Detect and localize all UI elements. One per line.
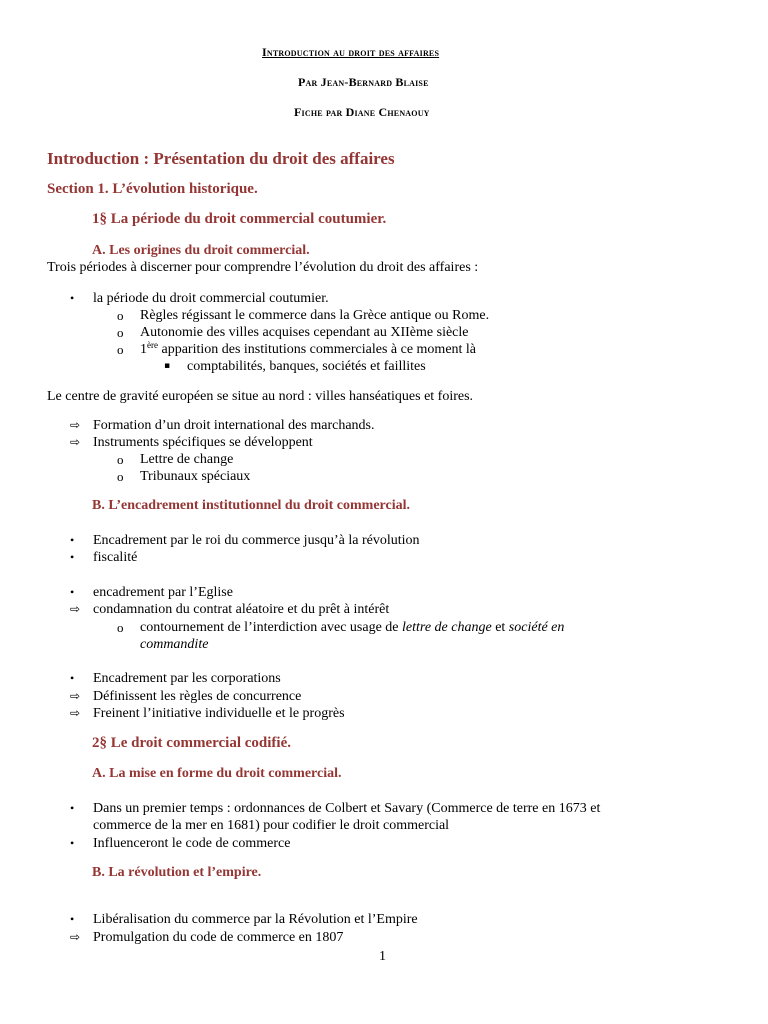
list-item: Promulgation du code de commerce en 1807 [93, 930, 344, 945]
circle-bullet-icon: o [117, 469, 124, 484]
circle-bullet-icon: o [117, 342, 124, 357]
subheading-a2: A. La mise en forme du droit commercial. [92, 766, 342, 781]
arrow-right-icon: ⇨ [70, 418, 81, 432]
bullet-icon: • [70, 533, 75, 547]
subheading-b2: B. La révolution et l’empire. [92, 865, 262, 880]
page-number: 1 [379, 949, 386, 964]
body-text: Le centre de gravité européen se situe au nord : villes hanséatiques et foires. [47, 389, 474, 404]
paragraph-heading-2: 2§ Le droit commercial codifié. [92, 735, 291, 751]
list-item: Influenceront le code de commerce [93, 836, 291, 851]
italic-term: lettre de change [402, 620, 492, 635]
bullet-icon: • [70, 585, 75, 599]
list-item: Formation d’un droit international des marchands. [93, 418, 375, 433]
document-fiche: Fiche par Diane Chenaouy [294, 105, 430, 119]
list-item: Encadrement par les corporations [93, 671, 281, 686]
italic-term: commandite [140, 637, 209, 652]
italic-term: société en [508, 620, 565, 635]
list-item: Freinent l’initiative individuelle et le progrès [93, 706, 345, 721]
bullet-icon: • [70, 291, 75, 305]
list-item-text: apparition des institutions commerciales à ce moment là [158, 342, 477, 357]
list-item-text: contournement de l’interdiction avec usage de [140, 620, 403, 635]
subheading-b1: B. L’encadrement institutionnel du droit commercial. [92, 498, 410, 513]
list-item: Autonomie des villes acquises cependant au XIIème siècle [140, 325, 469, 340]
list-item-continuation [140, 636, 208, 653]
arrow-right-icon: ⇨ [70, 435, 81, 449]
list-item [140, 341, 476, 358]
list-item [140, 619, 564, 636]
section-heading: Section 1. L’évolution historique. [47, 181, 258, 197]
list-item: Instruments spécifiques se développent [93, 435, 313, 450]
list-item: encadrement par l’Eglise [93, 585, 233, 600]
list-item: Libéralisation du commerce par la Révolution et l’Empire [93, 912, 418, 927]
arrow-right-icon: ⇨ [70, 602, 81, 616]
bullet-icon: • [70, 912, 75, 926]
bullet-icon: • [70, 550, 75, 564]
circle-bullet-icon: o [117, 308, 124, 323]
list-item: Dans un premier temps : ordonnances de Colbert et Savary (Commerce de terre en 1673 et [93, 801, 601, 816]
ordinal-number: 1 [140, 342, 147, 357]
list-item: Encadrement par le roi du commerce jusqu’à la révolution [93, 533, 420, 548]
square-bullet-icon: ▪ [164, 361, 171, 371]
arrow-right-icon: ⇨ [70, 689, 81, 703]
circle-bullet-icon: o [117, 325, 124, 340]
intro-heading: Introduction : Présentation du droit des affaires [47, 149, 395, 168]
arrow-right-icon: ⇨ [70, 930, 81, 944]
list-item: comptabilités, banques, sociétés et faillites [187, 359, 426, 374]
document-author: Par Jean-Bernard Blaise [298, 75, 429, 89]
subheading-a1: A. Les origines du droit commercial. [92, 243, 310, 258]
list-item: Définissent les règles de concurrence [93, 689, 302, 704]
list-item: Tribunaux spéciaux [140, 469, 251, 484]
bullet-icon: • [70, 836, 75, 850]
list-item: fiscalité [93, 550, 138, 565]
list-item: la période du droit commercial coutumier. [93, 291, 329, 306]
document-title: Introduction au droit des affaires [262, 45, 440, 59]
body-text: Trois périodes à discerner pour comprendre l’évolution du droit des affaires : [47, 260, 479, 275]
ordinal-suffix: ère [147, 340, 158, 350]
list-item: Lettre de change [140, 452, 234, 467]
list-item-text: et [491, 620, 509, 635]
bullet-icon: • [70, 801, 75, 815]
list-item: Règles régissant le commerce dans la Grèce antique ou Rome. [140, 308, 490, 323]
circle-bullet-icon: o [117, 620, 124, 635]
list-item: condamnation du contrat aléatoire et du prêt à intérêt [93, 602, 390, 617]
arrow-right-icon: ⇨ [70, 706, 81, 720]
circle-bullet-icon: o [117, 452, 124, 467]
bullet-icon: • [70, 671, 75, 685]
list-item-continuation: commerce de la mer en 1681) pour codifier le droit commercial [93, 818, 450, 833]
paragraph-heading-1: 1§ La période du droit commercial coutumier. [92, 211, 387, 227]
